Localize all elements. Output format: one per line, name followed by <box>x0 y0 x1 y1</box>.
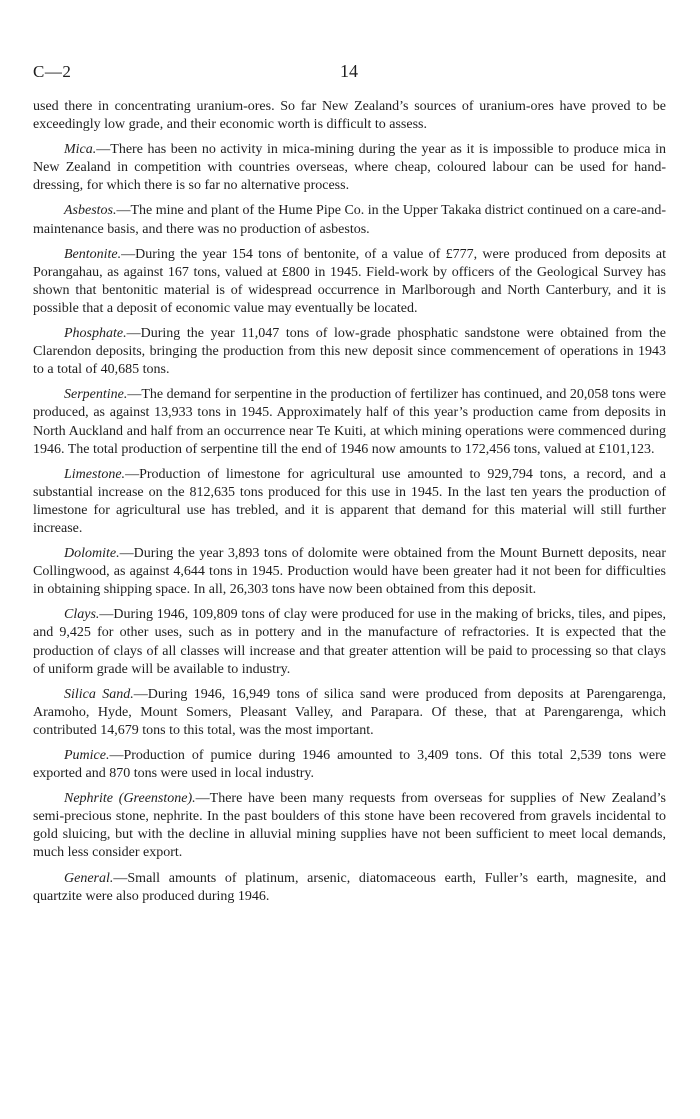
paragraph-limestone <box>33 466 666 538</box>
paragraph-heading: Pumice. <box>64 748 110 763</box>
paragraph-serpentine <box>33 386 666 458</box>
paragraph-text: —There has been no activity in mica-mining during the year as it is impossible to produce mica in New Zealand in competition with countries overseas, where cheap, coloured labour can be used for hand-dressing, for which there is so far no alternative process. <box>33 142 666 194</box>
paragraph-text: used there in concentrating uranium-ores. So far New Zealand’s sources of uranium-ores have proved to be exceedingly low grade, and their economic worth is difficult to assess. <box>33 99 666 133</box>
page-number: 14 <box>340 61 358 81</box>
paragraph-general <box>33 870 666 906</box>
paragraph-mica <box>33 141 666 195</box>
paragraph-pumice <box>33 747 666 783</box>
paragraph-asbestos <box>33 202 666 238</box>
paragraph-text: —Small amounts of platinum, arsenic, diatomaceous earth, Fuller’s earth, magnesite, and quartzite were also produced during 1946. <box>33 870 666 904</box>
document-reference: C—2 <box>33 62 72 81</box>
paragraph-text: —During the year 154 tons of bentonite, of a value of £777, were produced from deposits at Porangahau, as against 167 tons, valued at £800 in 1945. Field-work by officers of the Geological Survey has shown that bentonitic material is of widespread occurrence in Marlborough and North Canterbury, and it is possible that a deposit of economic value may eventually be located. <box>33 246 666 316</box>
paragraph-heading: Limestone. <box>64 466 126 482</box>
paragraph-heading: Asbestos. <box>64 203 117 219</box>
paragraph-heading: Phosphate. <box>64 326 127 342</box>
paragraph-heading: Silica Sand. <box>64 686 134 702</box>
paragraph-heading: General. <box>64 870 114 886</box>
paragraph-nephrite <box>33 790 666 862</box>
paragraph-heading: Bentonite. <box>64 246 122 262</box>
paragraph-heading: Serpentine. <box>64 387 128 403</box>
page-body <box>33 98 666 906</box>
paragraph-heading: Mica. <box>64 142 97 158</box>
paragraph-text: —During the year 11,047 tons of low-grade phosphatic sandstone were obtained from the Clarendon deposits, bringing the production from this new deposit since commencement of operations in 1943 to a total of 40,685 tons. <box>33 326 666 378</box>
paragraph-heading: Clays. <box>64 607 100 623</box>
paragraph-text: —The mine and plant of the Hume Pipe Co. in the Upper Takaka district continued on a care-and-maintenance basis, and there was no production of asbestos. <box>33 203 666 237</box>
paragraph-silica-sand <box>33 686 666 740</box>
paragraph-bentonite <box>33 246 666 318</box>
paragraph-clays <box>33 606 666 678</box>
paragraph-text: —During 1946, 109,809 tons of clay were produced for use in the making of bricks, tiles, and pipes, and 9,425 for other uses, such as in pottery and in the manufacture of refractories. It is expected that the production of clays of all classes will increase and that greater attention will be paid to processing so that clays of uniform grade will be available to industry. <box>33 607 666 677</box>
paragraph-text: —During the year 3,893 tons of dolomite were obtained from the Mount Burnett deposits, near Collingwood, as against 4,644 tons in 1945. Production would have been greater had it not been for difficulties in obtaining shipping space. In all, 26,303 tons have now been obtained from this deposit. <box>33 546 666 598</box>
paragraph-text: —Production of pumice during 1946 amounted to 3,409 tons. Of this total 2,539 tons were exported and 870 tons were used in local industry. <box>33 748 666 782</box>
paragraph-text: —During 1946, 16,949 tons of silica sand were produced from deposits at Parengarenga, Aramoho, Hyde, Mount Somers, Pleasant Valley, and Parapara. Of these, that at Parengarenga, which contributed 14,679 tons to this total, was the most important. <box>33 686 666 738</box>
paragraph-heading: Dolomite. <box>64 546 120 562</box>
paragraph-text: —There have been many requests from overseas for supplies of New Zealand’s semi-precious stone, nephrite. In the past boulders of this stone have been recovered from gravels incidental to gold sluicing, but with the decline in alluvial mining supplies have not been sufficient to meet local demands, much less consider export. <box>33 791 666 861</box>
page-header <box>33 0 666 98</box>
paragraph-heading: Nephrite (Greenstone). <box>64 791 196 807</box>
paragraph-phosphate <box>33 325 666 379</box>
paragraph-uranium-continuation <box>33 98 666 134</box>
paragraph-text: —Production of limestone for agricultural use amounted to 929,794 tons, a record, and a substantial increase on the 812,635 tons produced for this use in 1945. In the last ten years the production of limestone for agricultural use has trebled, and it is apparent that demand for this material will still further increase. <box>33 466 666 536</box>
paragraph-text: —The demand for serpentine in the production of fertilizer has continued, and 20,058 tons were produced, as against 13,933 tons in 1945. Approximately half of this year’s production came from deposits in North Auckland and half from an occurrence near Te Kuiti, at which mining operations were commenced during 1946. The total production of serpentine till the end of 1946 now amounts to 172,456 tons, valued at £101,123. <box>33 387 666 457</box>
paragraph-dolomite <box>33 545 666 599</box>
